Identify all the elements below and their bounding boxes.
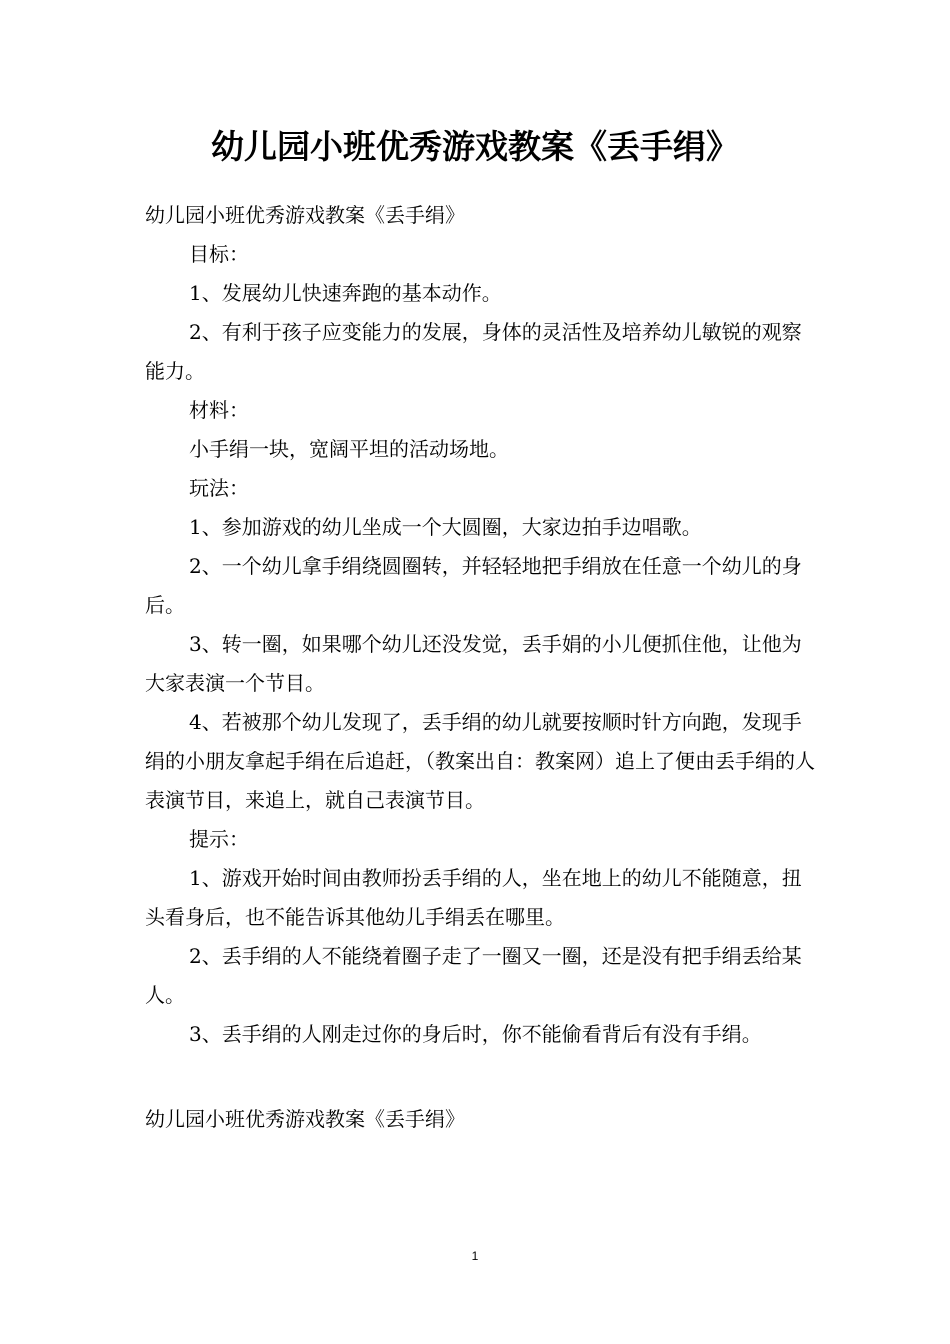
goal-item-1: 1、发展幼儿快速奔跑的基本动作。 xyxy=(189,281,502,305)
goals-heading: 目标： xyxy=(189,242,249,266)
tip-item-1: 1、游戏开始时间由教师扮丢手绢的人，坐在地上的幼儿不能随意，扭头看身后，也不能告诉其他幼儿手绢丢在哪里。 xyxy=(145,866,802,929)
play-item-2: 2、一个幼儿拿手绢绕圆圈转，并轻轻地把手绢放在任意一个幼儿的身后。 xyxy=(145,554,802,617)
page-number: 1 xyxy=(471,1249,479,1263)
goal-item-2: 2、有利于孩子应变能力的发展，身体的灵活性及培养幼儿敏锐的观察能力。 xyxy=(145,320,802,383)
subtitle-line: 幼儿园小班优秀游戏教案《丢手绢》 xyxy=(145,203,465,227)
footer-title-line: 幼儿园小班优秀游戏教案《丢手绢》 xyxy=(145,1107,465,1131)
tip-item-3: 3、丢手绢的人刚走过你的身后时，你不能偷看背后有没有手绢。 xyxy=(189,1022,762,1046)
materials-text: 小手绢一块，宽阔平坦的活动场地。 xyxy=(189,437,509,461)
document-body xyxy=(145,196,815,1054)
play-item-3: 3、转一圈，如果哪个幼儿还没发觉，丢手娟的小儿便抓住他，让他为大家表演一个节目。 xyxy=(145,632,802,695)
play-item-4: 4、若被那个幼儿发现了，丢手绢的幼儿就要按顺时针方向跑，发现手绢的小朋友拿起手绢在后追赶，（教案出自：教案网）追上了便由丢手绢的人表演节目，来追上，就自己表演节目。 xyxy=(145,710,815,812)
tip-item-2: 2、丢手绢的人不能绕着圈子走了一圈又一圈，还是没有把手绢丢给某人。 xyxy=(145,944,802,1007)
document-title: 幼儿园小班优秀游戏教案《丢手绢》 xyxy=(211,127,739,166)
play-heading: 玩法： xyxy=(189,476,249,500)
materials-heading: 材料： xyxy=(189,398,249,422)
tips-heading: 提示： xyxy=(189,827,249,851)
play-item-1: 1、参加游戏的幼儿坐成一个大圆圈，大家边拍手边唱歌。 xyxy=(189,515,702,539)
